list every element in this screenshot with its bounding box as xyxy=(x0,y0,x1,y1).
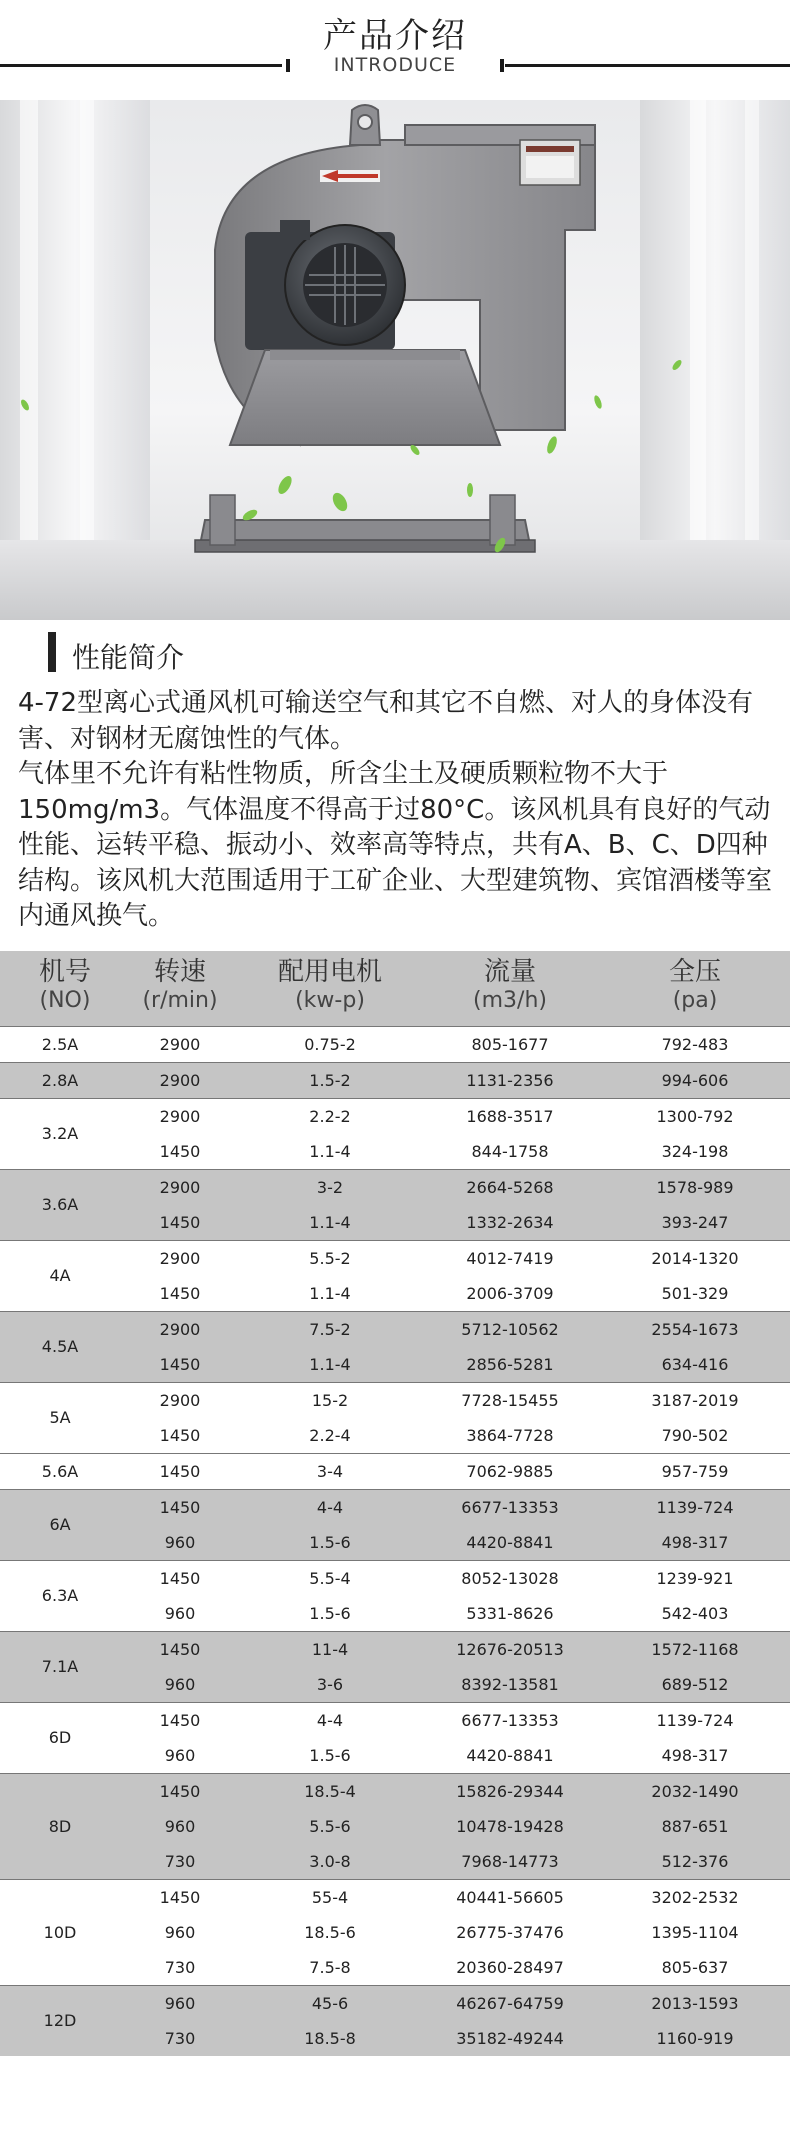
page-header xyxy=(0,0,790,96)
speed-cell: 2900 xyxy=(159,1035,201,1054)
model-number-cell: 6D xyxy=(48,1728,72,1747)
header-label: 全压 xyxy=(668,957,721,987)
speed-cell: 2900 xyxy=(159,1071,201,1090)
speed-cell: 960 xyxy=(164,1533,196,1552)
flow-cell: 15826-29344 xyxy=(456,1782,564,1801)
pressure-cell: 324-198 xyxy=(661,1142,729,1161)
model-number-cell: 3.6A xyxy=(41,1195,79,1214)
speed-cell: 2900 xyxy=(159,1391,201,1410)
product-photo xyxy=(0,100,790,620)
speed-cell: 960 xyxy=(164,1604,196,1623)
pressure-cell: 498-317 xyxy=(661,1746,729,1765)
motor-cell: 3-6 xyxy=(316,1675,344,1694)
flow-cell: 26775-37476 xyxy=(456,1923,564,1942)
speed-cell: 960 xyxy=(164,1994,196,2013)
motor-cell: 2.2-4 xyxy=(309,1426,351,1445)
flow-cell: 1688-3517 xyxy=(466,1107,554,1126)
table-row xyxy=(0,1738,790,1773)
flow-cell: 4420-8841 xyxy=(466,1746,554,1765)
flow-cell: 1131-2356 xyxy=(466,1071,554,1090)
header-speed xyxy=(120,951,240,1026)
table-row xyxy=(0,1063,790,1098)
table-row xyxy=(0,1809,790,1844)
header-unit: (m3/h) xyxy=(473,988,547,1013)
model-group xyxy=(0,1311,790,1382)
flow-cell: 35182-49244 xyxy=(456,2029,564,2048)
flow-cell: 20360-28497 xyxy=(456,1958,564,1977)
centrifugal-fan-illustration xyxy=(0,100,790,620)
pressure-cell: 1139-724 xyxy=(656,1498,734,1517)
performance-description xyxy=(18,686,778,935)
motor-cell: 3-2 xyxy=(316,1178,344,1197)
pressure-cell: 1572-1168 xyxy=(651,1640,739,1659)
pressure-cell: 634-416 xyxy=(661,1355,729,1374)
model-group xyxy=(0,1169,790,1240)
speed-cell: 2900 xyxy=(159,1249,201,1268)
flow-cell: 805-1677 xyxy=(471,1035,549,1054)
header-rule-cap-right xyxy=(500,59,504,72)
motor-cell: 1.1-4 xyxy=(309,1284,351,1303)
pressure-cell: 542-403 xyxy=(661,1604,729,1623)
speed-cell: 1450 xyxy=(159,1142,201,1161)
flow-cell: 5331-8626 xyxy=(466,1604,554,1623)
speed-cell: 1450 xyxy=(159,1711,201,1730)
model-number-cell: 12D xyxy=(43,2011,77,2030)
flow-cell: 12676-20513 xyxy=(456,1640,564,1659)
model-number-cell: 4A xyxy=(49,1266,71,1285)
pressure-cell: 498-317 xyxy=(661,1533,729,1552)
motor-cell: 15-2 xyxy=(311,1391,349,1410)
table-row xyxy=(0,1490,790,1525)
speed-cell: 1450 xyxy=(159,1569,201,1588)
pressure-cell: 994-606 xyxy=(661,1071,729,1090)
header-rule-right xyxy=(505,64,790,67)
section-title: 性能简介 xyxy=(72,641,185,674)
header-motor xyxy=(260,951,400,1026)
flow-cell: 1332-2634 xyxy=(466,1213,554,1232)
speed-cell: 730 xyxy=(164,2029,196,2048)
pressure-cell: 887-651 xyxy=(661,1817,729,1836)
motor-cell: 4-4 xyxy=(316,1711,344,1730)
header-label: 流量 xyxy=(483,957,536,987)
model-group xyxy=(0,1062,790,1098)
header-label: 机号 xyxy=(38,957,91,987)
motor-cell: 2.2-2 xyxy=(309,1107,351,1126)
flow-cell: 46267-64759 xyxy=(456,1994,564,2013)
model-group xyxy=(0,1773,790,1879)
model-number-cell: 4.5A xyxy=(41,1337,79,1356)
model-group xyxy=(0,1382,790,1453)
motor-cell: 3.0-8 xyxy=(309,1852,351,1871)
pressure-cell: 1160-919 xyxy=(656,2029,734,2048)
motor-cell: 1.1-4 xyxy=(309,1355,351,1374)
flow-cell: 4012-7419 xyxy=(466,1249,554,1268)
header-flow xyxy=(430,951,590,1026)
flow-cell: 7968-14773 xyxy=(461,1852,559,1871)
table-row xyxy=(0,2021,790,2056)
flow-cell: 4420-8841 xyxy=(466,1533,554,1552)
model-group xyxy=(0,1240,790,1311)
model-group xyxy=(0,1879,790,1985)
model-number-cell: 10D xyxy=(43,1923,77,1942)
table-row xyxy=(0,1844,790,1879)
header-label: 转速 xyxy=(153,957,206,987)
pressure-cell: 501-329 xyxy=(661,1284,729,1303)
motor-cell: 55-4 xyxy=(311,1888,349,1907)
flow-cell: 7728-15455 xyxy=(461,1391,559,1410)
model-group xyxy=(0,1026,790,1062)
speed-cell: 730 xyxy=(164,1958,196,1977)
model-group xyxy=(0,1985,790,2056)
flow-cell: 2856-5281 xyxy=(466,1355,554,1374)
model-number-cell: 2.5A xyxy=(41,1035,79,1054)
motor-cell: 1.5-2 xyxy=(309,1071,351,1090)
table-row xyxy=(0,1276,790,1311)
speed-cell: 1450 xyxy=(159,1213,201,1232)
motor-cell: 7.5-8 xyxy=(309,1958,351,1977)
pressure-cell: 1139-724 xyxy=(656,1711,734,1730)
speed-cell: 960 xyxy=(164,1817,196,1836)
section-marker xyxy=(48,632,56,672)
model-number-cell: 7.1A xyxy=(41,1657,79,1676)
table-row xyxy=(0,1383,790,1418)
table-row xyxy=(0,1241,790,1276)
header-unit: (NO) xyxy=(39,988,91,1013)
speed-cell: 1450 xyxy=(159,1498,201,1517)
table-row xyxy=(0,1880,790,1915)
table-row xyxy=(0,1347,790,1382)
pressure-cell: 790-502 xyxy=(661,1426,729,1445)
speed-cell: 960 xyxy=(164,1923,196,1942)
speed-cell: 1450 xyxy=(159,1462,201,1481)
description-paragraph: 气体里不允许有粘性物质，所含尘土及硬质颗粒物不大于150mg/m3。气体温度不得高于过80°C。该风机具有良好的气动性能、运转平稳、振动小、效率高等特点，共有A、B、C、D四种结构。该风机大范围适用于工矿企业、大型建筑物、宾馆酒楼等室内通风换气。 xyxy=(18,759,773,931)
speed-cell: 1450 xyxy=(159,1640,201,1659)
table-row xyxy=(0,1312,790,1347)
motor-cell: 1.5-6 xyxy=(309,1533,351,1552)
table-row xyxy=(0,1525,790,1560)
flow-cell: 5712-10562 xyxy=(461,1320,559,1339)
table-row xyxy=(0,1027,790,1062)
flow-cell: 3864-7728 xyxy=(466,1426,554,1445)
header-model xyxy=(10,951,120,1026)
table-row xyxy=(0,1703,790,1738)
flow-cell: 6677-13353 xyxy=(461,1498,559,1517)
table-row xyxy=(0,1099,790,1134)
pressure-cell: 1239-921 xyxy=(656,1569,734,1588)
speed-cell: 1450 xyxy=(159,1284,201,1303)
motor-cell: 5.5-2 xyxy=(309,1249,351,1268)
spec-table xyxy=(0,951,790,2056)
speed-cell: 1450 xyxy=(159,1355,201,1374)
table-row xyxy=(0,1915,790,1950)
header-unit: (r/min) xyxy=(142,988,218,1013)
flow-cell: 40441-56605 xyxy=(456,1888,564,1907)
table-row xyxy=(0,1950,790,1985)
table-row xyxy=(0,1596,790,1631)
header-unit: (pa) xyxy=(672,988,718,1013)
flow-cell: 10478-19428 xyxy=(456,1817,564,1836)
speed-cell: 2900 xyxy=(159,1107,201,1126)
table-row xyxy=(0,1774,790,1809)
pressure-cell: 792-483 xyxy=(661,1035,729,1054)
motor-cell: 18.5-8 xyxy=(304,2029,356,2048)
flow-cell: 8052-13028 xyxy=(461,1569,559,1588)
pressure-cell: 2014-1320 xyxy=(651,1249,739,1268)
table-row xyxy=(0,1170,790,1205)
flow-cell: 7062-9885 xyxy=(466,1462,554,1481)
motor-cell: 1.5-6 xyxy=(309,1746,351,1765)
model-group xyxy=(0,1631,790,1702)
pressure-cell: 1395-1104 xyxy=(651,1923,739,1942)
header-label: 配用电机 xyxy=(277,957,382,987)
motor-cell: 45-6 xyxy=(311,1994,349,2013)
pressure-cell: 1578-989 xyxy=(656,1178,734,1197)
description-paragraph: 4-72型离心式通风机可输送空气和其它不自燃、对人的身体没有害、对钢材无腐蚀性的气体。 xyxy=(18,688,754,754)
model-number-cell: 6.3A xyxy=(41,1586,79,1605)
model-number-cell: 5A xyxy=(49,1408,71,1427)
model-number-cell: 2.8A xyxy=(41,1071,79,1090)
pressure-cell: 2032-1490 xyxy=(651,1782,739,1801)
table-row xyxy=(0,1418,790,1453)
pressure-cell: 2554-1673 xyxy=(651,1320,739,1339)
table-row xyxy=(0,1205,790,1240)
model-number-cell: 8D xyxy=(48,1817,72,1836)
table-row xyxy=(0,1632,790,1667)
speed-cell: 1450 xyxy=(159,1426,201,1445)
model-group xyxy=(0,1098,790,1169)
model-group xyxy=(0,1702,790,1773)
table-row xyxy=(0,1986,790,2021)
speed-cell: 960 xyxy=(164,1746,196,1765)
flow-cell: 8392-13581 xyxy=(461,1675,559,1694)
motor-cell: 7.5-2 xyxy=(309,1320,351,1339)
speed-cell: 2900 xyxy=(159,1178,201,1197)
header-unit: (kw-p) xyxy=(295,988,365,1013)
motor-cell: 1.5-6 xyxy=(309,1604,351,1623)
header-pressure xyxy=(620,951,770,1026)
motor-cell: 1.1-4 xyxy=(309,1142,351,1161)
motor-cell: 18.5-6 xyxy=(304,1923,356,1942)
table-row xyxy=(0,1134,790,1169)
flow-cell: 6677-13353 xyxy=(461,1711,559,1730)
speed-cell: 1450 xyxy=(159,1782,201,1801)
motor-cell: 5.5-4 xyxy=(309,1569,351,1588)
motor-cell: 1.1-4 xyxy=(309,1213,351,1232)
motor-cell: 3-4 xyxy=(316,1462,344,1481)
table-row xyxy=(0,1454,790,1489)
pressure-cell: 805-637 xyxy=(661,1958,729,1977)
pressure-cell: 957-759 xyxy=(661,1462,729,1481)
model-group xyxy=(0,1453,790,1489)
pressure-cell: 512-376 xyxy=(661,1852,729,1871)
model-number-cell: 6A xyxy=(49,1515,71,1534)
flow-cell: 2006-3709 xyxy=(466,1284,554,1303)
table-row xyxy=(0,1561,790,1596)
table-header xyxy=(0,951,790,1026)
motor-cell: 5.5-6 xyxy=(309,1817,351,1836)
model-group xyxy=(0,1489,790,1560)
table-row xyxy=(0,1667,790,1702)
motor-cell: 18.5-4 xyxy=(304,1782,356,1801)
speed-cell: 1450 xyxy=(159,1888,201,1907)
model-number-cell: 5.6A xyxy=(41,1462,79,1481)
pressure-cell: 689-512 xyxy=(661,1675,729,1694)
motor-cell: 11-4 xyxy=(311,1640,349,1659)
motor-cell: 0.75-2 xyxy=(304,1035,356,1054)
pressure-cell: 1300-792 xyxy=(656,1107,734,1126)
pressure-cell: 393-247 xyxy=(661,1213,729,1232)
table-body xyxy=(0,1026,790,2056)
pressure-cell: 3202-2532 xyxy=(651,1888,739,1907)
model-group xyxy=(0,1560,790,1631)
speed-cell: 730 xyxy=(164,1852,196,1871)
speed-cell: 960 xyxy=(164,1675,196,1694)
flow-cell: 844-1758 xyxy=(471,1142,549,1161)
page-title: 产品介绍 xyxy=(323,16,467,56)
speed-cell: 2900 xyxy=(159,1320,201,1339)
model-number-cell: 3.2A xyxy=(41,1124,79,1143)
flow-cell: 2664-5268 xyxy=(466,1178,554,1197)
pressure-cell: 2013-1593 xyxy=(651,1994,739,2013)
motor-cell: 4-4 xyxy=(316,1498,344,1517)
pressure-cell: 3187-2019 xyxy=(651,1391,739,1410)
page-subtitle: INTRODUCE xyxy=(333,54,457,76)
